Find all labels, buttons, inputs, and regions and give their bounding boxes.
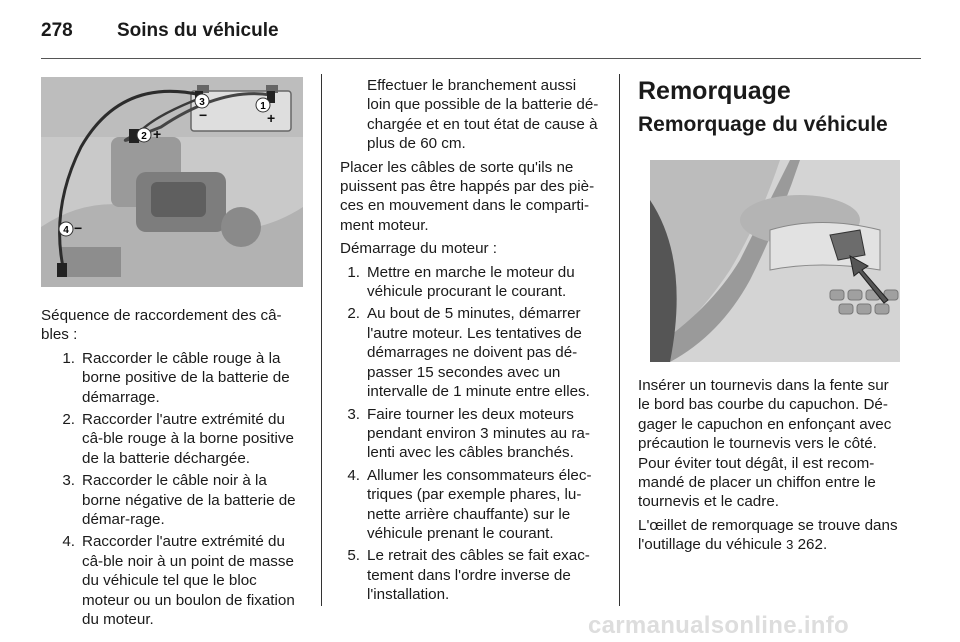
list-item: [41, 349, 303, 407]
watermark: carmanualsonline.info: [588, 612, 850, 639]
subsection-heading: Remorquage du véhicule: [638, 113, 888, 136]
column-divider-1: [321, 74, 322, 606]
section-heading: Remorquage: [638, 77, 791, 105]
running-title: Soins du véhicule: [117, 20, 279, 41]
step-number: 2.: [62, 411, 75, 429]
engine-start-steps: [340, 263, 602, 605]
engine-start-intro: Démarrage du moteur :: [340, 240, 498, 258]
list-item: [340, 405, 602, 463]
towing-cap-illustration: [650, 160, 900, 362]
step-number: 3.: [347, 405, 360, 423]
towing-cap-paragraph: Insérer un tournevis dans la fente sur le bord bas courbe du capuchon. Dé-gager le capuchon en enfonçant avec précaution le tournevis vers le côté. Pour éviter tout dégât, il est recom-mandé de placer un chiffon entre le tournevis et le cadre.: [638, 377, 892, 511]
page-ref-arrow-icon: 3: [786, 537, 794, 553]
step-text: Mettre en marche le moteur du véhicule procurant le courant.: [367, 263, 575, 301]
list-item: [340, 466, 602, 544]
connection-steps: [41, 349, 303, 630]
list-item: [340, 263, 602, 302]
step-number: 5.: [347, 547, 360, 565]
cable-placement-paragraph: Placer les câbles de sorte qu'ils ne puissent pas être happés par des piè-ces en mouvement dans le comparti-ment moteur.: [340, 158, 595, 234]
step-number: 3.: [62, 472, 75, 490]
jump-start-illustration: [41, 77, 303, 287]
step-text: Raccorder l'autre extrémité du câ-ble rouge à la borne positive de la batterie déchargée.: [82, 411, 294, 467]
column-3: [638, 74, 902, 148]
towing-eye-paragraph: [638, 516, 902, 555]
towing-eye-text: L'œillet de remorquage se trouve dans l'outillage du véhicule: [638, 516, 898, 554]
page-header: [41, 20, 921, 46]
step-text: Faire tourner les deux moteurs pendant environ 3 minutes au ra-lenti avec les câbles branchés.: [367, 405, 590, 462]
step-number: 4.: [62, 533, 75, 551]
step-number: 1.: [347, 263, 360, 281]
step-number: 1.: [62, 349, 75, 367]
column-divider-2: [619, 74, 620, 606]
figure-label-1: 1: [260, 101, 266, 112]
plus-sign: +: [267, 110, 276, 126]
header-rule: [41, 58, 921, 59]
plus-sign: +: [153, 126, 162, 142]
column-3-body: [638, 376, 902, 559]
minus-sign: −: [74, 220, 83, 236]
step-text: Le retrait des câbles se fait exac-tement dans l'ordre inverse de l'installation.: [367, 547, 590, 604]
list-item: [340, 304, 602, 401]
page-reference-link[interactable]: 262.: [797, 536, 828, 554]
continuation-paragraph: Effectuer le branchement aussi loin que possible de la batterie dé-chargée et en tout état de cause à plus de 60 cm.: [367, 77, 599, 153]
sequence-intro: Séquence de raccordement des câ-bles :: [41, 307, 282, 344]
step-text: Au bout de 5 minutes, démarrer l'autre moteur. Les tentatives de démarrages ne doivent pas dé-passer 15 secondes avec un intervalle de 1 minute entre elles.: [367, 305, 590, 401]
step-text: Raccorder l'autre extrémité du câ-ble noir à un point de masse du véhicule tel que le bloc moteur ou un boulon de fixation du moteur.: [82, 533, 295, 629]
figure-label-3: 3: [199, 97, 205, 108]
step-number: 4.: [347, 466, 360, 484]
step-number: 2.: [347, 305, 360, 323]
list-item: [41, 471, 303, 529]
step-text: Raccorder le câble noir à la borne négative de la batterie de démar-rage.: [82, 472, 296, 529]
step-text: Allumer les consommateurs élec-triques (par exemple phares, lu-nette arrière chauffante) sur le véhicule prenant le courant.: [367, 466, 592, 542]
column-2: [340, 76, 602, 608]
minus-sign: −: [199, 107, 208, 123]
list-item: [41, 410, 303, 468]
page-number: 278: [41, 20, 73, 41]
list-item: [41, 532, 303, 629]
list-item: [340, 546, 602, 604]
figure-label-2: 2: [141, 131, 147, 142]
figure-label-4: 4: [63, 225, 69, 236]
column-1: [41, 306, 303, 633]
step-text: Raccorder le câble rouge à la borne positive de la batterie de démarrage.: [82, 349, 290, 406]
